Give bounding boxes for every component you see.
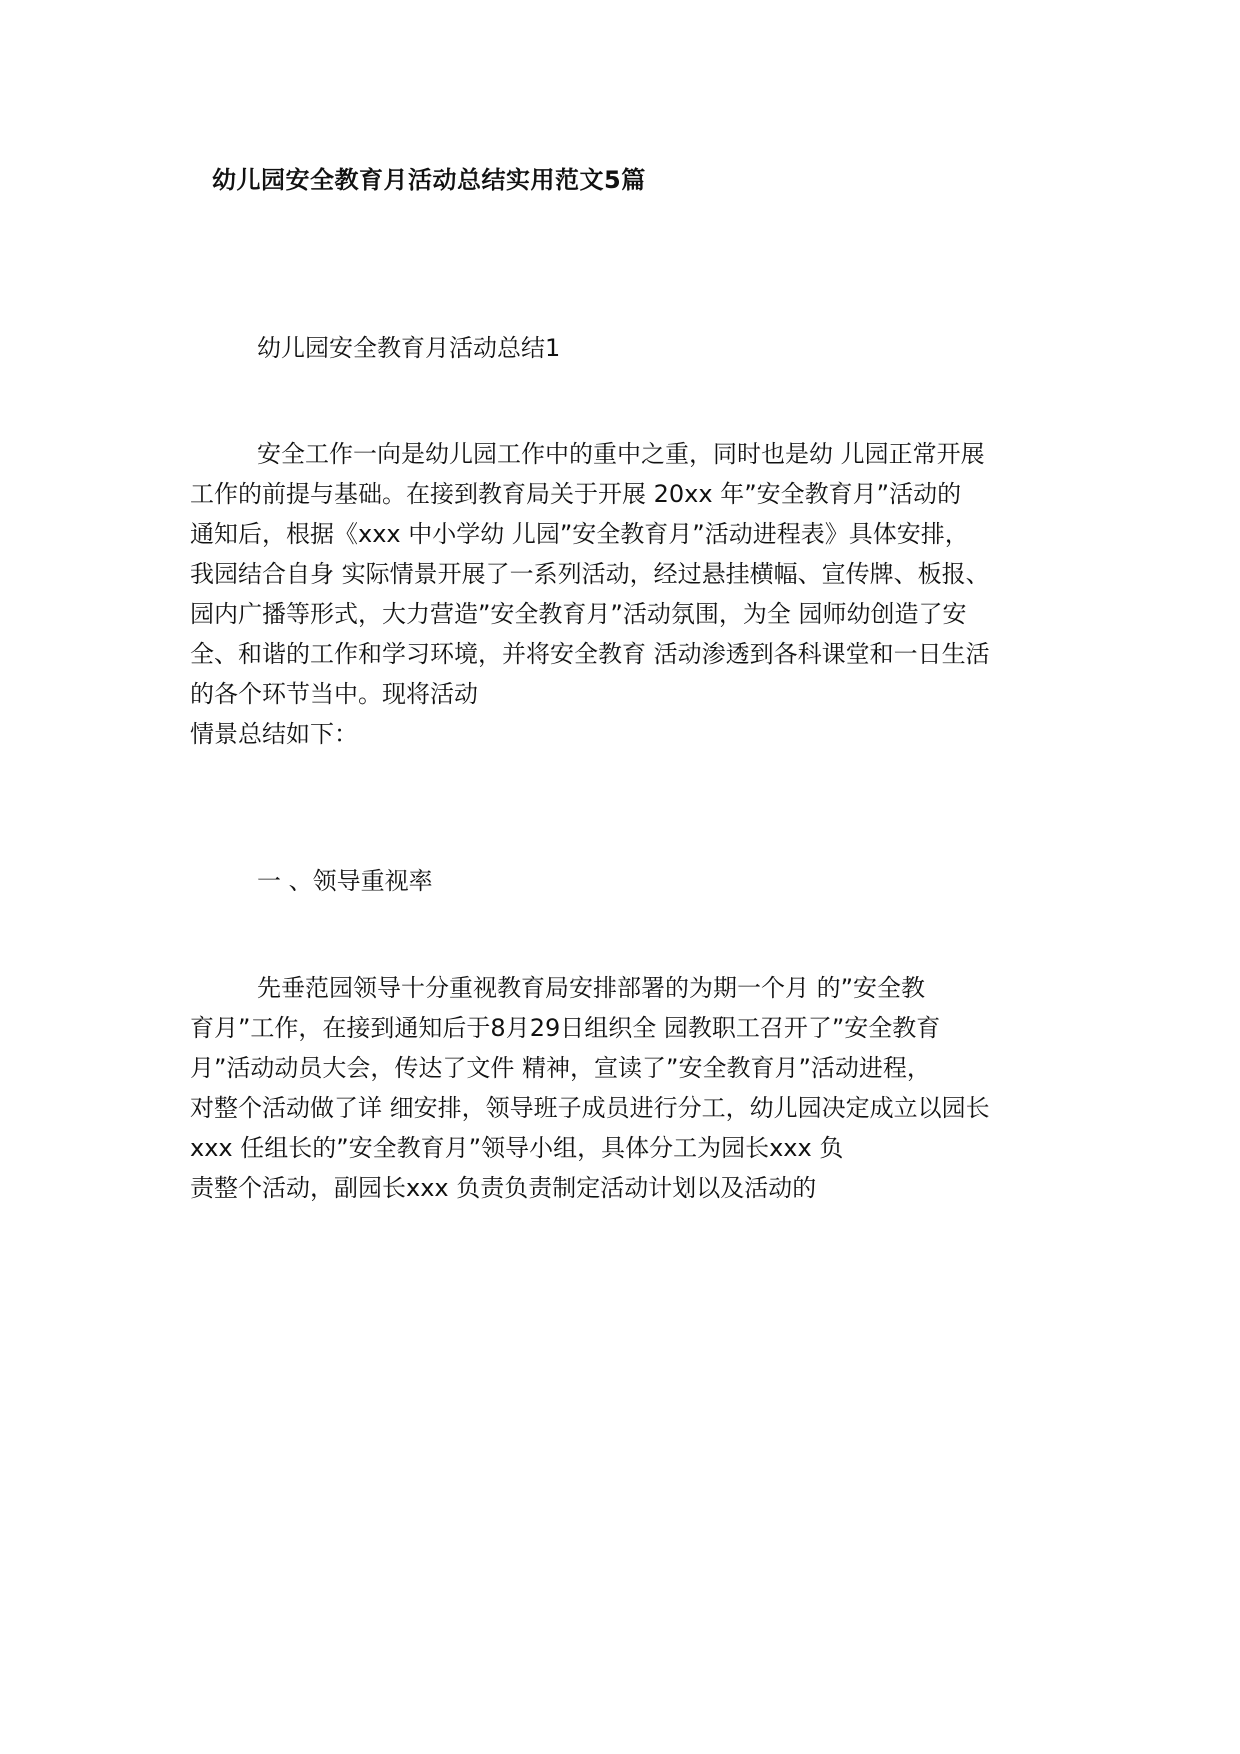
- paragraph-2: [190, 968, 1070, 1208]
- paragraph-line: 园内广播等形式，大力营造”安全教育月”活动氛围，为全 园师幼创造了安: [190, 600, 967, 628]
- paragraph-line: 责整个活动，副园长xxx 负责负责制定活动计划以及活动的: [190, 1174, 817, 1202]
- paragraph-line: 全、和谐的工作和学习环境，并将安全教育 活动渗透到各科课堂和一日生活: [190, 640, 990, 668]
- section-title: 幼儿园安全教育月活动总结1: [257, 334, 561, 362]
- paragraph-line: 我园结合自身 实际情景开展了一系列活动，经过悬挂横幅、宣传牌、板报、: [190, 560, 990, 588]
- paragraph-1: [190, 434, 1070, 754]
- paragraph-line: 先垂范园领导十分重视教育局安排部署的为期一个月 的”安全教: [257, 974, 926, 1002]
- paragraph-line: 月”活动动员大会，传达了文件 精神，宣读了”安全教育月”活动进程，: [190, 1054, 931, 1082]
- paragraph-line: 情景总结如下：: [190, 720, 358, 748]
- subheading: 一 、领导重视率: [257, 867, 433, 895]
- paragraph-line: 工作的前提与基础。在接到教育局关于开展 20xx 年”安全教育月”活动的: [190, 480, 962, 508]
- paragraph-line: 的各个环节当中。现将活动: [190, 680, 478, 708]
- paragraph-line: 育月”工作，在接到通知后于8月29日组织全 园教职工召开了”安全教育: [190, 1014, 941, 1042]
- document-title: 幼儿园安全教育月活动总结实用范文5篇: [212, 166, 646, 194]
- paragraph-line: xxx 任组长的”安全教育月”领导小组，具体分工为园长xxx 负: [190, 1134, 844, 1162]
- paragraph-line: 通知后，根据《xxx 中小学幼 儿园”安全教育月”活动进程表》具体安排，: [190, 520, 969, 548]
- paragraph-line: 对整个活动做了详 细安排，领导班子成员进行分工，幼儿园决定成立以园长: [190, 1094, 990, 1122]
- paragraph-line: 安全工作一向是幼儿园工作中的重中之重，同时也是幼 儿园正常开展: [257, 440, 985, 468]
